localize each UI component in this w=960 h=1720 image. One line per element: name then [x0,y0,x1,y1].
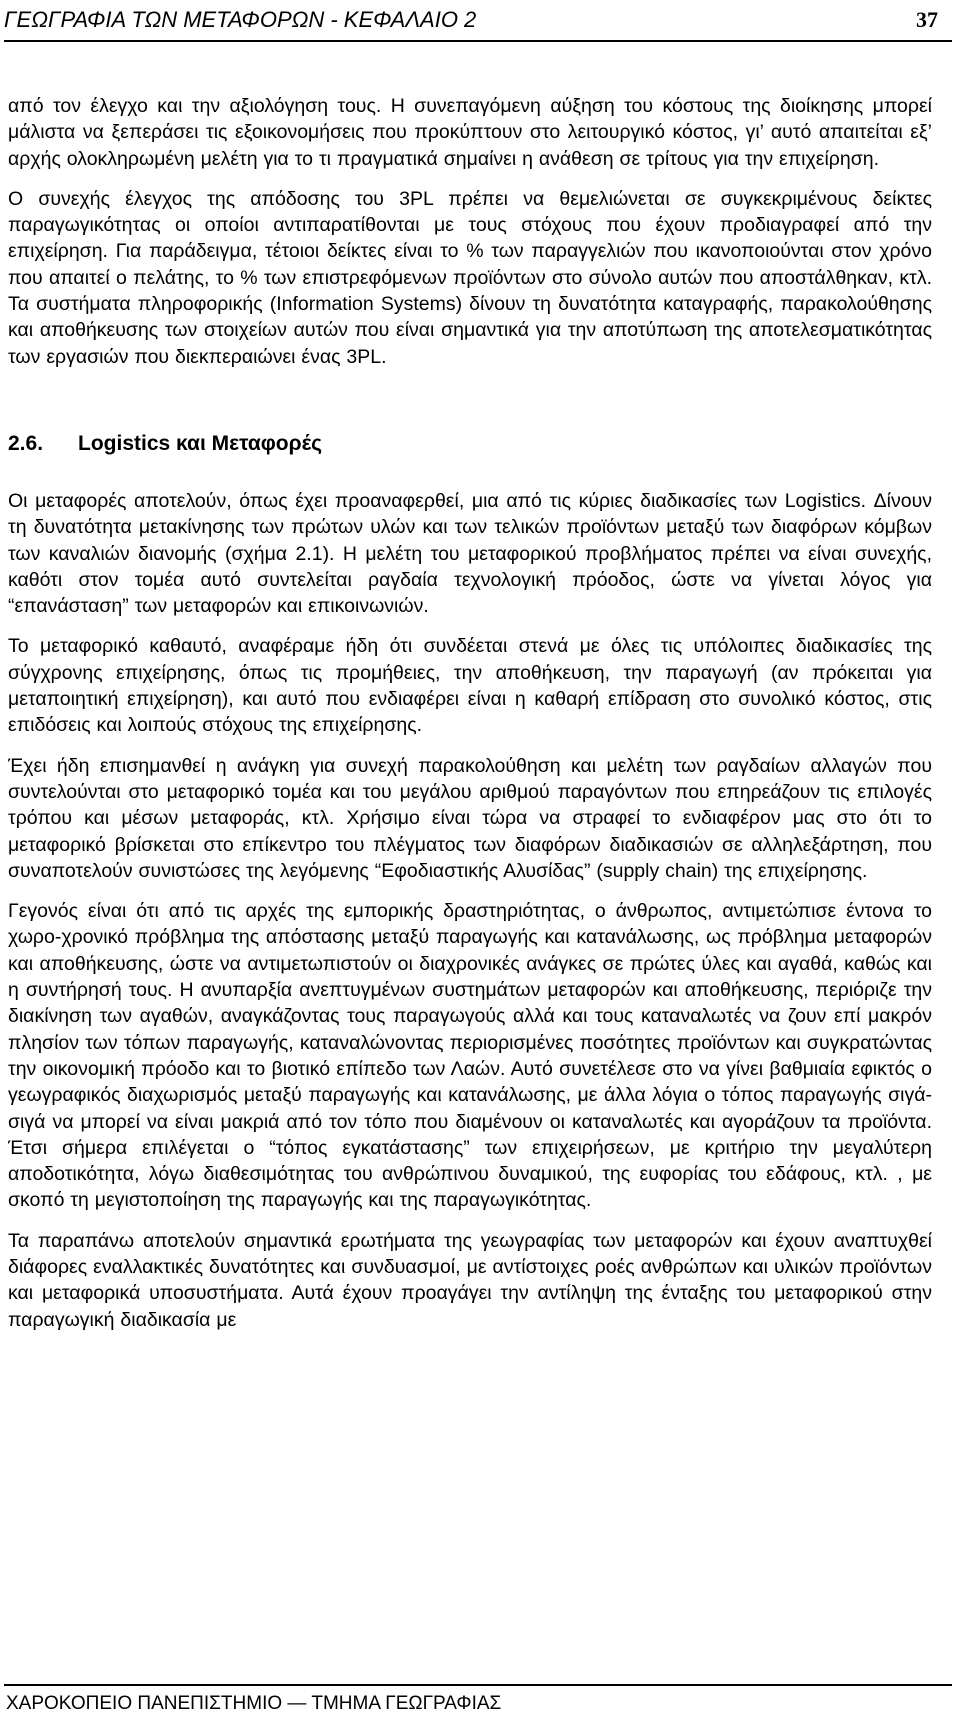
section-heading [8,430,932,458]
running-header [4,2,952,42]
paragraph: Τα παραπάνω αποτελούν σημαντικά ερωτήματα της γεωγραφίας των μεταφορών και έχουν αναπτυχθεί διάφορες εναλλακτικές δυνατότητες και συνδυασμοί, με αντίστοιχες ροές ανθρώπων και υλικών προϊόντων και μεταφορικά υποσυστήματα. Αυτά έχουν προαγάγει την αντίληψη της ένταξης του μεταφορικού στην παραγωγική διαδικασία με [8,1229,932,1331]
paragraph: Ο συνεχής έλεγχος της απόδοσης του 3PL πρέπει να θεμελιώνεται σε συγκεκριμένους δείκτες παραγωγικότητας οι οποίοι αντιπαρατίθονται με τους στόχους που έχουν προδιαγραφεί από την επιχείρηση. Για παράδειγμα, τέτοιοι δείκτες είναι το % των παραγγελιών που ικανοποιούνται στον χρόνο που απαιτεί ο πελάτης, το % των επιστρεφόμενων προϊόντων στο σύνολο αυτών που αποστάλθηκαν, κτλ. Τα συστήματα πληροφορικής (Information Systems) δίνουν τη δυνατότητα καταγραφής, παρακολούθησης και αποθήκευσης των στοιχείων αυτών που είναι σημαντικά για την αποτύπωση της αποτελεσματικότητας των εργασιών που διεκπεραιώνει ένας 3PL. [8,187,932,368]
section-number: 2.6. [8,431,44,455]
section-title: Logistics και Μεταφορές [78,431,323,455]
footer-text: ΧΑΡΟΚΟΠΕΙΟ ΠΑΝΕΠΙΣΤΗΜΙΟ — ΤΜΗΜΑ ΓΕΩΓΡΑΦΙΑΣ [6,1693,502,1714]
paragraph: από τον έλεγχο και την αξιολόγηση τους. Η συνεπαγόμενη αύξηση του κόστους της διοίκησης μπορεί μάλιστα να ξεπεράσει τις εξοικονομήσεις που προκύπτουν στο λειτουργικό κόστος, γι’ αυτό απαιτείται εξ’ αρχής ολοκληρωμένη μελέτη για το τι πραγματικά σημαίνει η ανάθεση σε τρίτους για την επιχείρηση. [8,95,932,170]
page-number: 37 [916,7,938,32]
paragraph: Γεγονός είναι ότι από τις αρχές της εμπορικής δραστηριότητας, ο άνθρωπος, αντιμετώπισε έντονα το χωρο-χρονικό πρόβλημα της απόστασης μεταξύ παραγωγής και κατανάλωσης, ως πρόβλημα μεταφορών και αποθήκευσης, ώστε να αντιμετωπιστούν οι διαχρονικές ανάγκες σε πρώτες ύλες και αγαθά, καθώς και η συντήρησή τους. Η ανυπαρξία ανεπτυγμένων συστημάτων μεταφορών και αποθήκευσης, περιόριζε την διακίνηση των αγαθών, αναγκάζοντας τους παραγωγούς αλλά και τους καταναλωτές να ζουν επί μακρόν πλησίον των τόπων παραγωγής, καταναλώνοντας περιορισμένες ποσότητες προϊόντων και συγκρατώντας την οικονομική πρόοδο και το βιοτικό επίπεδο των Λαών. Αυτό συνετέλεσε στο να γίνει βαθμιαία εφικτός ο γεωγραφικός διαχωρισμός μεταξύ παραγωγής και κατανάλωσης, με άλλα λόγια ο τόπος παραγωγής σιγά-σιγά να μπορεί να είναι μακριά από τον τόπο που διαμένουν οι καταναλωτές και αγοράζουν τα προϊόντα. Έτσι σήμερα επιλέγεται ο “τόπος εγκατάστασης” των επιχειρήσεων, με κριτήριο την μεγαλύτερη αποδοτικότητα, λόγω διαθεσιμότητας του ανθρώπινου δυναμικού, της ευφορίας του εδάφους, κτλ. , με σκοπό τη μεγιστοποίηση της παραγωγής και της παραγωγικότητας. [8,900,932,1212]
paragraph: Έχει ήδη επισημανθεί η ανάγκη για συνεχή παρακολούθηση και μελέτη των ραγδαίων αλλαγών που συντελούνται στο μεταφορικό τομέα και του μεγάλου αριθμού παραγόντων που επηρεάζουν τις επιλογές τρόπου και μέσων μεταφοράς, κτλ. Χρήσιμο είναι τώρα να στραφεί το ενδιαφέρον μας στο ότι το μεταφορικό βρίσκεται στο επίκεντρο του πλέγματος των διαφόρων διαδικασιών σε αλληλεξάρτηση, που συναποτελούν συνιστώσες της λεγόμενης “Εφοδιαστικής Αλυσίδας” (supply chain) της επιχείρησης. [8,754,932,882]
paragraph: Το μεταφορικό καθαυτό, αναφέραμε ήδη ότι συνδέεται στενά με όλες τις υπόλοιπες διαδικασίες της σύγχρονης επιχείρησης, όπως τις προμήθειες, την αποθήκευση, την παραγωγή (αν πρόκειται για μεταποιητική επιχείρηση), και αυτό που ενδιαφέρει είναι η καθαρή επίδραση στο συνολικό κόστος, στις επιδόσεις και λοιπούς στόχους της επιχείρησης. [8,635,932,737]
running-footer [4,1684,952,1720]
body-text [8,93,932,1347]
header-title: ΓΕΩΓΡΑΦΙΑ ΤΩΝ ΜΕΤΑΦΟΡΩΝ - ΚΕΦΑΛΑΙΟ 2 [4,7,477,32]
paragraph: Οι μεταφορές αποτελούν, όπως έχει προαναφερθεί, μια από τις κύριες διαδικασίες των Logistics. Δίνουν τη δυνατότητα μετακίνησης των πρώτων υλών και των τελικών προϊόντων μεταξύ των διαφόρων κόμβων των καναλιών διανομής (σχήμα 2.1). Η μελέτη του μεταφορικού προβλήματος πρέπει να είναι συνεχής, καθότι στον τομέα αυτό συντελείται ραγδαία τεχνολογική πρόοδος, ώστε να γίνεται λόγος για “επανάσταση” των μεταφορών και επικοινωνιών. [8,489,932,618]
